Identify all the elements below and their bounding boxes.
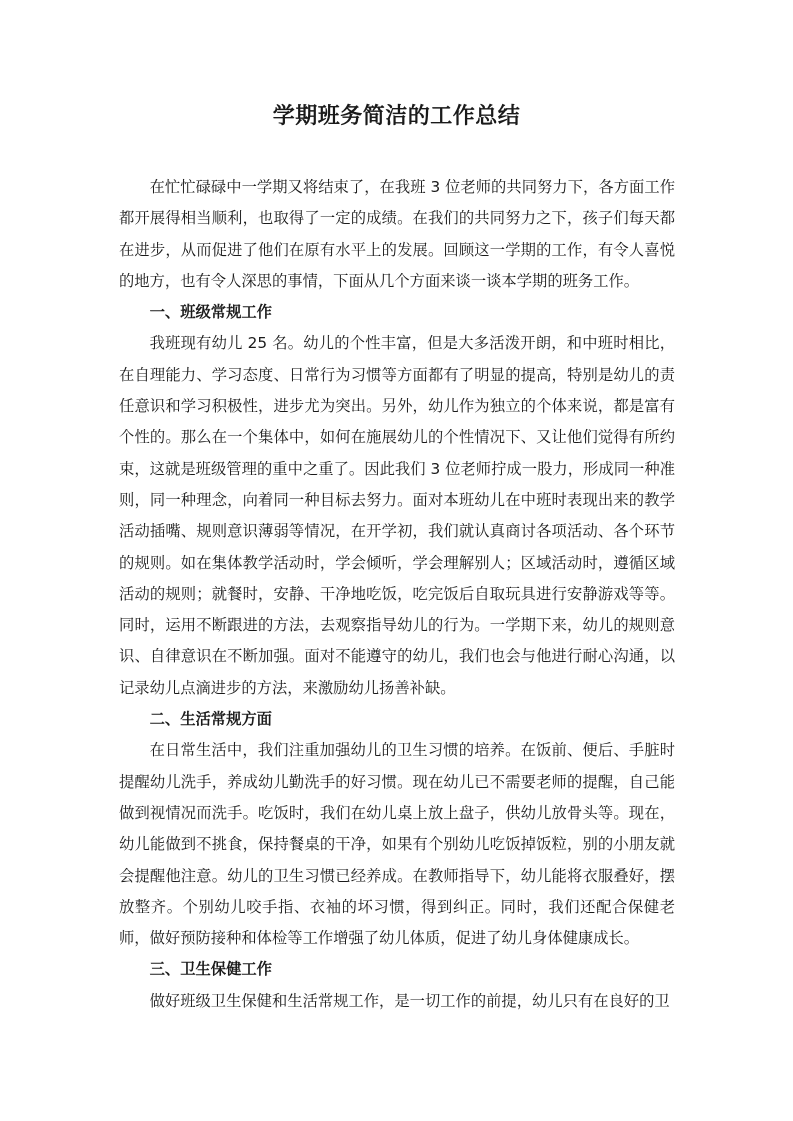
section-paragraph-daily-life: 在日常生活中，我们注重加强幼儿的卫生习惯的培养。在饭前、便后、手脏时提醒幼儿洗手，养成幼儿勤洗手的好习惯。现在幼儿已不需要老师的提醒，自己能做到视情况而洗手。吃饭时，我们在幼儿桌上放上盘子，供幼儿放骨头等。现在，幼儿能做到不挑食，保持餐桌的干净，如果有个别幼儿吃饭掉饭粒，别的小朋友就会提醒他注意。幼儿的卫生习惯已经养成。在教师指导下，幼儿能将衣服叠好，摆放整齐。个别幼儿咬手指、衣袖的坏习惯，得到纠正。同时，我们还配合保健老师，做好预防接种和体检等工作增强了幼儿体质，促进了幼儿身体健康成长。 <box>119 741 675 948</box>
section-heading-daily-life: 二、生活常规方面 <box>149 710 272 729</box>
document-title: 学期班务简洁的工作总结 <box>272 104 521 129</box>
document-body <box>119 172 675 1017</box>
intro-paragraph: 在忙忙碌碌中一学期又将结束了，在我班 3 位老师的共同努力下，各方面工作都开展得相当顺利，也取得了一定的成绩。在我们的共同努力之下，孩子们每天都在进步，从而促进了他们在原有水平上的发展。回顾这一学期的工作，有令人喜悦的地方，也有令人深思的事情，下面从几个方面来谈一谈本学期的班务工作。 <box>119 178 675 290</box>
section-paragraph-health-care: 做好班级卫生保健和生活常规工作，是一切工作的前提，幼儿只有在良好的卫 <box>149 991 670 1010</box>
section-paragraph-class-routine: 我班现有幼儿 25 名。幼儿的个性丰富，但是大多活泼开朗，和中班时相比，在自理能力、学习态度、日常行为习惯等方面都有了明显的提高，特别是幼儿的责任意识和学习积极性，进步尤为突出。另外，幼儿作为独立的个体来说，都是富有个性的。那么在一个集体中，如何在施展幼儿的个性情况下、又让他们觉得有所约束，这就是班级管理的重中之重了。因此我们 3 位老师拧成一股力，形成同一种准则，同一种理念，向着同一种目标去努力。面对本班幼儿在中班时表现出来的教学活动插嘴、规则意识薄弱等情况，在开学初，我们就认真商讨各项活动、各个环节的规则。如在集体教学活动时，学会倾听，学会理解别人；区域活动时，遵循区域活动的规则；就餐时，安静、干净地吃饭，吃完饭后自取玩具进行安静游戏等等。同时，运用不断跟进的方法，去观察指导幼儿的行为。一学期下来，幼儿的规则意识、自律意识在不断加强。面对不能遵守的幼儿，我们也会与他进行耐心沟通，以记录幼儿点滴进步的方法，来激励幼儿扬善补缺。 <box>119 334 675 697</box>
section-heading-health-care: 三、卫生保健工作 <box>149 960 272 979</box>
section-heading-class-routine: 一、班级常规工作 <box>149 303 272 322</box>
